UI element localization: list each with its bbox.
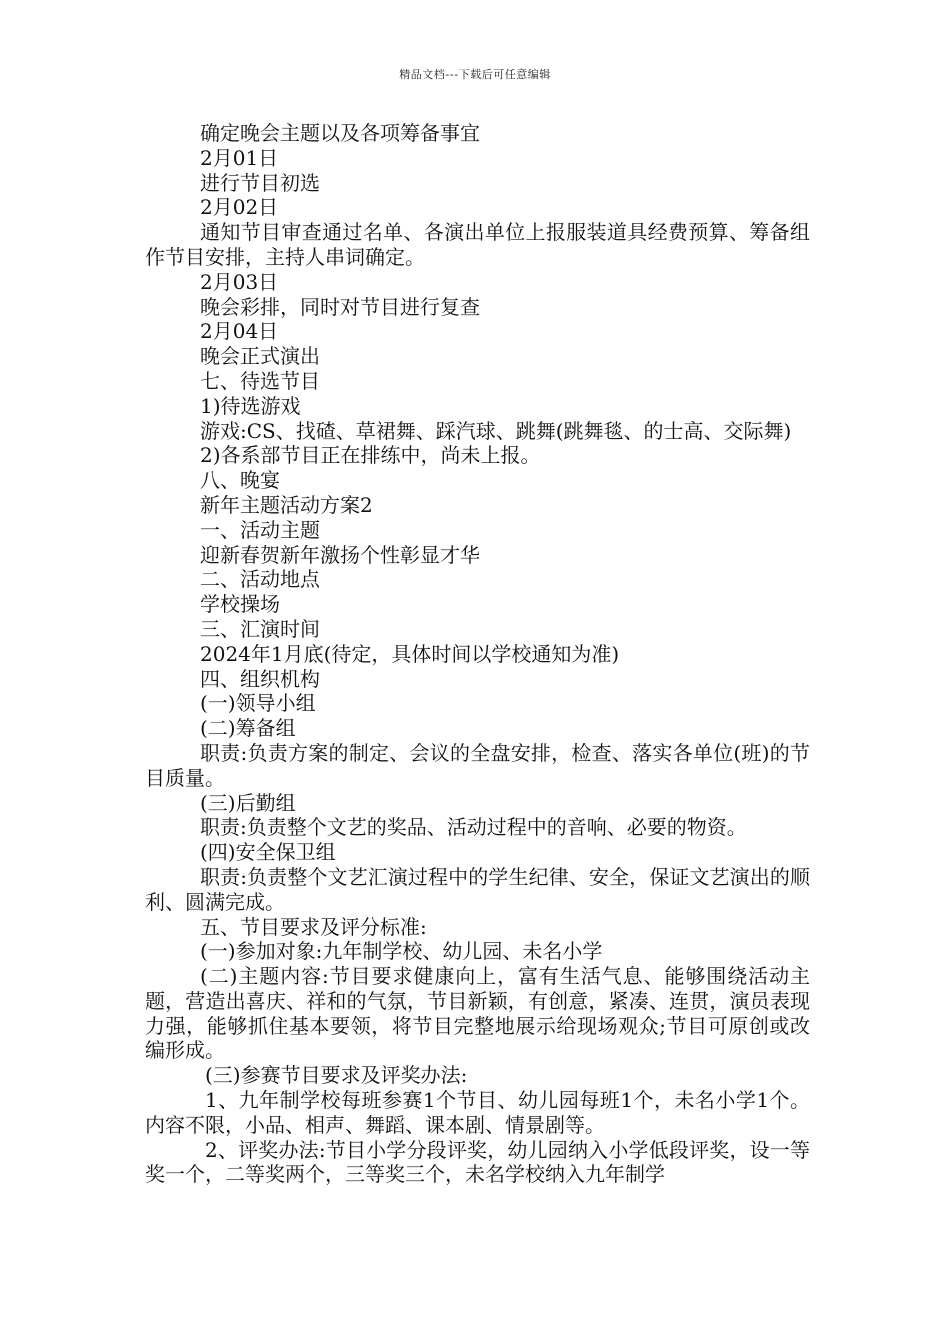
paragraph: (四)安全保卫组 — [200, 840, 336, 865]
paragraph: (二)筹备组 — [200, 716, 296, 741]
paragraph: 进行节目初选 — [200, 170, 320, 195]
paragraph: 1)待选游戏 — [200, 393, 301, 418]
section-heading: 八、晚宴 — [200, 468, 280, 493]
paragraph: 2024年1月底(待定，具体时间以学校通知为准) — [200, 641, 620, 666]
section-heading: 三、汇演时间 — [200, 616, 320, 641]
paragraph: (一)领导小组 — [200, 691, 316, 716]
paragraph: 职责:负责整个文艺的奖品、活动过程中的音响、必要的物资。 — [200, 815, 747, 840]
paragraph: 职责:负责方案的制定、会议的全盘安排，检查、落实各单位(班)的节目质量。 — [145, 740, 810, 790]
paragraph: 2、评奖办法:节目小学分段评奖，幼儿园纳入小学低段评奖，设一等奖一个，二等奖两个，三等奖三个，未名学校纳入九年制学 — [145, 1137, 810, 1187]
paragraph: 学校操场 — [200, 592, 280, 617]
paragraph: 通知节目审查通过名单、各演出单位上报服装道具经费预算、筹备组作节目安排，主持人串词确定。 — [145, 220, 810, 269]
paragraph: 2月01日 — [200, 145, 279, 170]
document-title: 新年主题活动方案2 — [200, 492, 373, 517]
paragraph: 游戏:CS、找碴、草裙舞、踩汽球、跳舞(跳舞毯、的士高、交际舞) — [200, 418, 792, 443]
paragraph: 职责:负责整个文艺汇演过程中的学生纪律、安全，保证文艺演出的顺利、圆满完成。 — [145, 864, 810, 914]
paragraph: 晚会正式演出 — [200, 344, 320, 369]
section-heading: 二、活动地点 — [200, 567, 320, 592]
page-header: 精品文档---下载后可任意编辑 — [399, 68, 551, 81]
paragraph: (一)参加对象:九年制学校、幼儿园、未名小学 — [200, 939, 603, 964]
paragraph: 1、九年制学校每班参赛1个节目、幼儿园每班1个，未名小学1个。内容不限，小品、相声、舞蹈、课本剧、情景剧等。 — [145, 1088, 810, 1137]
paragraph: 2月02日 — [200, 195, 279, 220]
paragraph: 2月04日 — [200, 319, 279, 344]
section-heading: 一、活动主题 — [200, 517, 320, 542]
paragraph: (三)参赛节目要求及评奖办法: — [205, 1063, 468, 1088]
paragraph: 迎新春贺新年激扬个性彰显才华 — [200, 542, 480, 567]
paragraph: 确定晚会主题以及各项筹备事宜 — [200, 121, 480, 145]
section-heading: 五、节目要求及评分标准: — [200, 914, 427, 939]
paragraph: 2月03日 — [200, 269, 279, 294]
paragraph: (三)后勤组 — [200, 790, 296, 815]
paragraph: 2)各系部节目正在排练中，尚未上报。 — [200, 443, 541, 468]
paragraph: 晚会彩排，同时对节目进行复查 — [200, 294, 480, 319]
paragraph: (二)主题内容:节目要求健康向上，富有生活气息、能够围绕活动主题，营造出喜庆、祥和的气氛，节目新颖，有创意，紧凑、连贯，演员表现力强，能够抓住基本要领，将节目完整地展示给现场观众;节目可原创或改编形成。 — [145, 964, 810, 1063]
section-heading: 四、组织机构 — [200, 666, 320, 691]
section-heading: 七、待选节目 — [200, 368, 320, 393]
document-body — [145, 121, 810, 1187]
